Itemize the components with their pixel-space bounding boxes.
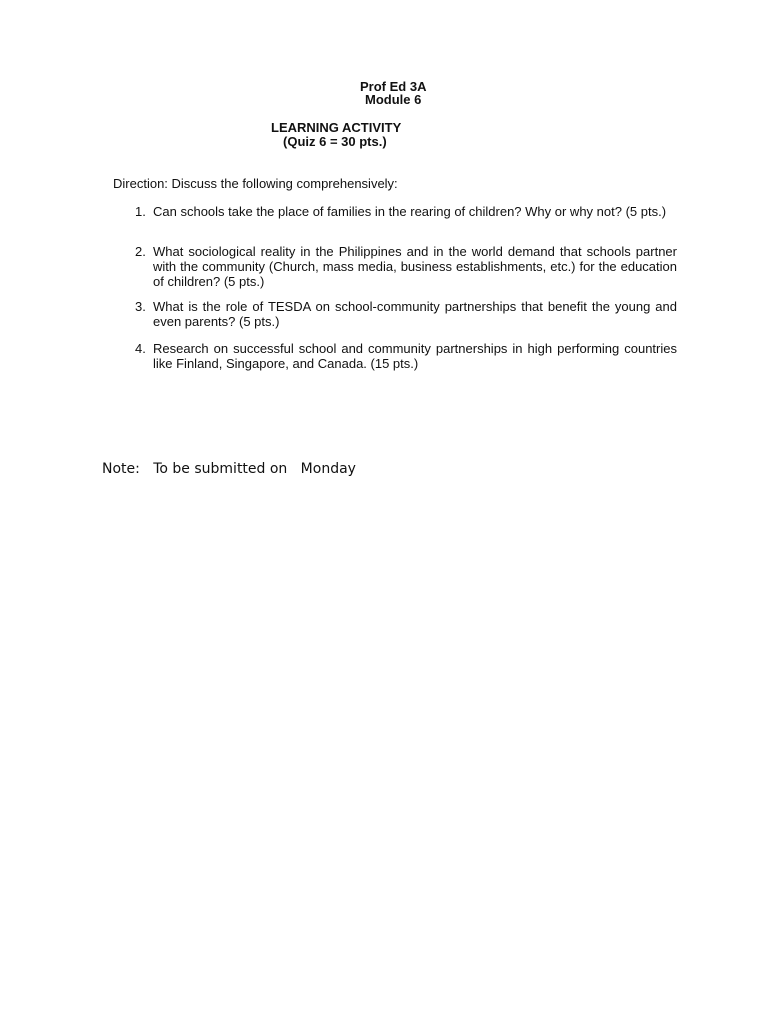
question-text: Can schools take the place of families in the rearing of children? Why or why not? (5 pts.) bbox=[153, 204, 667, 219]
question-text: Research on successful school and community partnerships in high performing countries like Finland, Singapore, and Canada. (15 pts.) bbox=[153, 341, 677, 371]
note-line bbox=[102, 461, 356, 478]
question-item bbox=[135, 341, 677, 371]
question-number: 3. bbox=[135, 299, 146, 314]
question-item bbox=[135, 244, 677, 289]
note-label: Note: bbox=[102, 461, 140, 477]
activity-title: LEARNING ACTIVITY bbox=[271, 120, 402, 135]
note-text: To be submitted on bbox=[153, 461, 288, 477]
question-item bbox=[135, 204, 677, 219]
question-number: 4. bbox=[135, 341, 146, 356]
direction-text: Direction: Discuss the following comprehensively: bbox=[113, 176, 398, 191]
question-text: What is the role of TESDA on school-community partnerships that benefit the young and even parents? (5 pts.) bbox=[153, 299, 677, 329]
question-item bbox=[135, 299, 677, 329]
note-day: Monday bbox=[300, 461, 356, 477]
question-number: 1. bbox=[135, 204, 146, 219]
question-text: What sociological reality in the Philippines and in the world demand that schools partner with the community (Church, mass media, business establishments, etc.) for the education of children? (5 pts.) bbox=[153, 244, 677, 289]
module-title: Module 6 bbox=[365, 92, 422, 107]
course-title: Prof Ed 3A bbox=[360, 79, 427, 94]
quiz-info: (Quiz 6 = 30 pts.) bbox=[283, 134, 387, 149]
question-number: 2. bbox=[135, 244, 146, 259]
